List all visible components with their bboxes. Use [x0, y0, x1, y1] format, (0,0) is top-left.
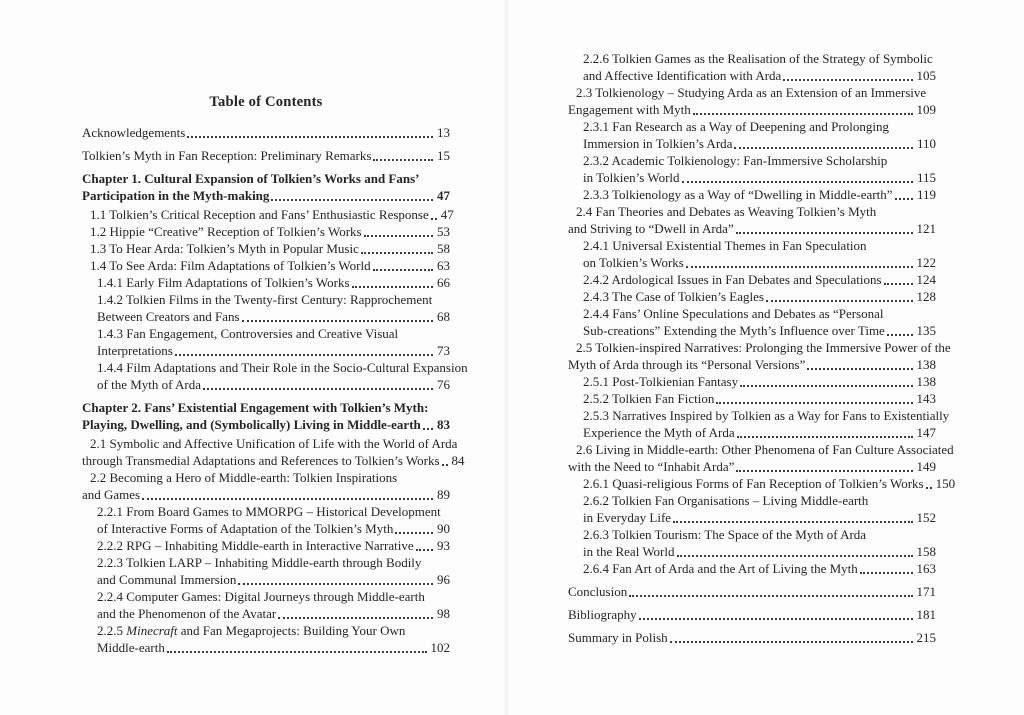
page-number: 68 — [437, 309, 450, 324]
toc-entry — [568, 390, 936, 407]
toc-entry-text: 1.4.4 Film Adaptations and Their Role in the Socio-Cultural Expansion — [97, 360, 468, 375]
toc-entry-text: 2.2.6 Tolkien Games as the Realisation of the Strategy of Symbolic — [583, 51, 933, 66]
dot-leader — [737, 436, 913, 438]
page-number: 110 — [916, 136, 936, 151]
toc-line — [568, 254, 936, 271]
toc-entry-text: and Games — [82, 487, 141, 502]
toc-entries-right — [568, 50, 956, 646]
toc-entry — [82, 469, 450, 503]
toc-entry-text: 2.5.2 Tolkien Fan Fiction — [583, 391, 715, 406]
page-number: 158 — [916, 544, 936, 559]
toc-line — [568, 458, 936, 475]
toc-entry-text: 1.4 To See Arda: Film Adaptations of Tolkien’s World — [90, 258, 371, 273]
toc-entry-text: and the Phenomenon of the Avatar — [97, 606, 277, 621]
toc-entry-text: 2.6.4 Fan Art of Arda and the Art of Living the Myth — [583, 561, 858, 576]
toc-line — [568, 237, 936, 254]
toc-entries-left — [82, 124, 468, 656]
toc-entry-text: 2.2.3 Tolkien LARP – Inhabiting Middle-earth through Bodily — [97, 555, 422, 570]
toc-line — [82, 399, 450, 416]
toc-entry — [568, 305, 936, 339]
page-number: 109 — [916, 102, 936, 117]
page-number: 47 — [437, 188, 450, 203]
dot-leader — [734, 147, 913, 149]
toc-entry-text: Conclusion — [568, 584, 628, 599]
toc-entry-text: 2.4 Fan Theories and Debates as Weaving Tolkien’s Myth — [576, 204, 877, 219]
toc-line — [82, 325, 450, 342]
dot-leader — [736, 232, 913, 234]
dot-leader — [716, 402, 912, 404]
page-number: 63 — [437, 258, 450, 273]
toc-entry — [568, 118, 936, 152]
toc-page-left — [82, 93, 468, 656]
toc-entry — [82, 206, 454, 223]
toc-line — [568, 118, 936, 135]
toc-entry — [82, 274, 450, 291]
page-number: 15 — [437, 148, 450, 163]
page-number: 90 — [437, 521, 450, 536]
toc-entry-text: 2.2.1 From Board Games to MMORPG – Historical Development — [97, 504, 441, 519]
dot-leader — [167, 651, 427, 653]
toc-line — [82, 503, 450, 520]
toc-entry — [82, 359, 468, 393]
toc-entry — [568, 237, 936, 271]
toc-entry-text: 2.5 Tolkien-inspired Narratives: Prolonging the Immersive Power of the — [576, 340, 951, 355]
toc-entry-text: 2.1 Symbolic and Affective Unification of Life with the World of Arda — [90, 436, 458, 451]
toc-entry — [568, 50, 936, 84]
toc-entry-text: 2.3.1 Fan Research as a Way of Deepening and Prolonging — [583, 119, 889, 134]
toc-line — [568, 203, 936, 220]
toc-line — [82, 274, 450, 291]
toc-entry-text: Chapter 2. Fans’ Existential Engagement with Tolkien’s Myth: — [82, 400, 429, 415]
toc-entry — [568, 526, 936, 560]
toc-entry-text: 2.5.3 Narratives Inspired by Tolkien as a Way for Fans to Existentially — [583, 408, 950, 423]
toc-line — [82, 416, 450, 433]
toc-line — [82, 124, 450, 141]
page-number: 105 — [916, 68, 936, 83]
dot-leader — [431, 218, 437, 220]
page-number: 73 — [437, 343, 450, 358]
toc-entry-text: Experience the Myth of Arda — [583, 425, 735, 440]
dot-leader — [238, 583, 433, 585]
toc-entry-text: 1.4.3 Fan Engagement, Controversies and Creative Visual — [97, 326, 399, 341]
toc-line — [568, 101, 936, 118]
page-number: 138 — [916, 374, 936, 389]
toc-line — [82, 240, 450, 257]
page-number: 149 — [916, 459, 936, 474]
page-number: 93 — [437, 538, 450, 553]
toc-entry-text: 2.6 Living in Middle-earth: Other Phenomena of Fan Culture Associated — [576, 442, 954, 457]
toc-entry — [568, 84, 936, 118]
toc-entry — [82, 240, 450, 257]
page-number: 135 — [916, 323, 936, 338]
dot-leader — [887, 334, 913, 336]
toc-entry-text: 1.4.1 Early Film Adaptations of Tolkien’s Works — [97, 275, 350, 290]
toc-entry — [82, 124, 450, 141]
toc-entry — [568, 339, 951, 373]
page-gutter-seam — [503, 0, 510, 715]
toc-line — [568, 407, 950, 424]
dot-leader — [693, 113, 913, 115]
toc-entry-text: 2.3 Tolkienology – Studying Arda as an Extension of an Immersive — [576, 85, 927, 100]
toc-line — [568, 475, 956, 492]
dot-leader — [361, 252, 433, 254]
toc-line — [568, 152, 936, 169]
toc-entry-text: Myth of Arda through its “Personal Versions” — [568, 357, 806, 372]
page-number: 115 — [916, 170, 936, 185]
toc-line — [82, 469, 450, 486]
toc-line — [82, 452, 465, 469]
dot-leader — [783, 79, 912, 81]
toc-entry-text: 2.2 Becoming a Hero of Middle-earth: Tolkien Inspirations — [90, 470, 398, 485]
page-number: 121 — [916, 221, 936, 236]
toc-line — [568, 441, 954, 458]
toc-entry — [82, 554, 450, 588]
toc-entry — [568, 373, 936, 390]
toc-line — [82, 571, 450, 588]
toc-entry-text: 2.2.4 Computer Games: Digital Journeys through Middle-earth — [97, 589, 425, 604]
toc-entry-text: and Communal Immersion — [97, 572, 237, 587]
dot-leader — [142, 498, 433, 500]
page-number: 128 — [916, 289, 936, 304]
dot-leader — [373, 269, 433, 271]
toc-line — [82, 147, 450, 164]
page-number: 124 — [916, 272, 936, 287]
page-number: 76 — [437, 377, 450, 392]
toc-entry-text: and Striving to “Dwell in Arda” — [568, 221, 734, 236]
page-number: 83 — [437, 417, 450, 432]
toc-line — [568, 492, 936, 509]
toc-entry-text: 2.5.1 Post-Tolkienian Fantasy — [583, 374, 739, 389]
toc-entry-text: 2.6.1 Quasi-religious Forms of Fan Reception of Tolkien’s Works — [583, 476, 924, 491]
toc-line — [82, 291, 450, 308]
toc-line — [82, 537, 450, 554]
dot-leader — [926, 487, 932, 489]
toc-entry-text: 2.4.4 Fans’ Online Speculations and Debates as “Personal — [583, 306, 884, 321]
page-number: 89 — [437, 487, 450, 502]
toc-line — [82, 308, 450, 325]
dot-leader — [766, 300, 913, 302]
toc-entry — [568, 560, 936, 577]
toc-entry-text: Between Creators and Fans — [97, 309, 240, 324]
toc-entry — [82, 537, 450, 554]
toc-line — [568, 288, 936, 305]
toc-line — [568, 135, 936, 152]
dot-leader — [639, 618, 913, 620]
toc-entry — [82, 325, 450, 359]
toc-title: Table of Contents — [209, 94, 323, 110]
toc-entry-text: Tolkien’s Myth in Fan Reception: Preliminary Remarks — [82, 148, 372, 163]
toc-entry-text: Sub-creations” Extending the Myth’s Influence over Time — [583, 323, 885, 338]
toc-line — [568, 339, 951, 356]
toc-entry — [82, 399, 450, 433]
toc-entry — [82, 622, 450, 656]
dot-leader — [736, 470, 912, 472]
toc-entry — [82, 503, 450, 537]
toc-line — [82, 187, 450, 204]
page-number: 53 — [437, 224, 450, 239]
page-number: 163 — [916, 561, 936, 576]
toc-line — [568, 526, 936, 543]
page-number: 215 — [916, 630, 936, 645]
toc-line — [82, 554, 450, 571]
dot-leader — [395, 532, 433, 534]
toc-entry — [568, 475, 956, 492]
dot-leader — [271, 199, 433, 201]
dot-leader — [175, 354, 433, 356]
toc-entry — [568, 152, 936, 186]
dot-leader — [203, 388, 433, 390]
page-number: 143 — [916, 391, 936, 406]
toc-entry-text: 2.2.5 Minecraft and Fan Megaprojects: Building Your Own — [97, 623, 406, 638]
toc-entry — [82, 257, 450, 274]
toc-line — [82, 520, 450, 537]
dot-leader — [740, 385, 912, 387]
toc-entry-text: 1.1 Tolkien’s Critical Reception and Fans’ Enthusiastic Response — [90, 207, 429, 222]
toc-entry — [82, 223, 450, 240]
toc-line — [568, 606, 936, 623]
dot-leader — [807, 368, 912, 370]
toc-line — [82, 376, 450, 393]
toc-entry-text: of the Myth of Arda — [97, 377, 201, 392]
page-number: 96 — [437, 572, 450, 587]
toc-entry — [568, 441, 954, 475]
page-number: 147 — [916, 425, 936, 440]
toc-entry-text: of Interactive Forms of Adaptation of the Tolkien’s Myth — [97, 521, 394, 536]
toc-entry-text: in the Real World — [583, 544, 675, 559]
toc-line — [568, 373, 936, 390]
dot-leader — [352, 286, 434, 288]
toc-entry — [568, 407, 950, 441]
dot-leader — [373, 159, 433, 161]
toc-entry — [568, 186, 936, 203]
toc-entry-text: Bibliography — [568, 607, 637, 622]
toc-line — [568, 560, 936, 577]
toc-line — [568, 509, 936, 526]
page-number: 13 — [437, 125, 450, 140]
page-number: 122 — [916, 255, 936, 270]
toc-entry-text: 2.3.2 Academic Tolkienology: Fan-Immersive Scholarship — [583, 153, 888, 168]
toc-line — [82, 206, 454, 223]
page-number: 181 — [916, 607, 936, 622]
dot-leader — [895, 198, 913, 200]
toc-line — [568, 629, 936, 646]
toc-entry-text: and Affective Identification with Arda — [583, 68, 782, 83]
toc-line — [568, 543, 936, 560]
dot-leader — [860, 572, 913, 574]
toc-line — [568, 322, 936, 339]
page-number: 150 — [935, 476, 956, 491]
dot-leader — [242, 320, 433, 322]
toc-entry-text: 2.6.3 Tolkien Tourism: The Space of the Myth of Arda — [583, 527, 867, 542]
toc-line — [568, 305, 936, 322]
toc-line — [568, 67, 936, 84]
page-number: 102 — [430, 640, 450, 655]
toc-entry-text: on Tolkien’s Works — [583, 255, 684, 270]
toc-entry-text: 2.6.2 Tolkien Fan Organisations – Living Middle-earth — [583, 493, 869, 508]
toc-line — [568, 356, 936, 373]
toc-line — [82, 359, 468, 376]
toc-entry-text: 2.4.2 Ardological Issues in Fan Debates and Speculations — [583, 272, 882, 287]
toc-page-right — [568, 50, 956, 646]
toc-entry-text: through Transmedial Adaptations and References to Tolkien’s Works — [82, 453, 440, 468]
dot-leader — [442, 464, 448, 466]
page-number: 66 — [437, 275, 450, 290]
toc-entry-text: 2.2.2 RPG – Inhabiting Middle-earth in Interactive Narrative — [97, 538, 414, 553]
toc-entry-text: Middle-earth — [97, 640, 165, 655]
toc-entry-text: in Tolkien’s World — [583, 170, 680, 185]
page-number: 98 — [437, 606, 450, 621]
toc-entry-text: Playing, Dwelling, and (Symbolically) Living in Middle-earth — [82, 417, 421, 432]
toc-entry — [82, 147, 450, 164]
dot-leader — [629, 595, 912, 597]
dot-leader — [416, 549, 433, 551]
toc-line — [82, 605, 450, 622]
page-number: 138 — [916, 357, 936, 372]
page-number: 119 — [916, 187, 936, 202]
toc-line — [568, 390, 936, 407]
dot-leader — [673, 521, 912, 523]
toc-line — [568, 84, 936, 101]
toc-entry-text: 2.4.1 Universal Existential Themes in Fan Speculation — [583, 238, 867, 253]
toc-line — [568, 169, 936, 186]
toc-entry — [568, 271, 936, 288]
toc-line — [568, 220, 936, 237]
toc-line — [568, 583, 936, 600]
page-number: 84 — [451, 453, 465, 468]
toc-line — [82, 435, 458, 452]
toc-entry-text: in Everyday Life — [583, 510, 672, 525]
toc-entry-text: Acknowledgements — [82, 125, 186, 140]
toc-line — [568, 186, 936, 203]
toc-line — [82, 588, 450, 605]
dot-leader — [187, 136, 433, 138]
toc-line — [82, 223, 450, 240]
toc-entry — [568, 583, 936, 600]
page-number: 171 — [916, 584, 936, 599]
toc-entry-text: 1.4.2 Tolkien Films in the Twenty-first Century: Rapprochement — [97, 292, 433, 307]
toc-entry-text: Interpretations — [97, 343, 173, 358]
toc-entry-text: 2.3.3 Tolkienology as a Way of “Dwelling in Middle-earth” — [583, 187, 893, 202]
toc-line — [568, 50, 936, 67]
toc-line — [82, 639, 450, 656]
toc-entry — [82, 588, 450, 622]
dot-leader — [670, 641, 913, 643]
dot-leader — [278, 617, 433, 619]
page-number: 47 — [440, 207, 454, 222]
toc-line — [82, 170, 450, 187]
toc-entry-text: 1.3 To Hear Arda: Tolkien’s Myth in Popular Music — [90, 241, 359, 256]
toc-entry — [568, 288, 936, 305]
toc-line — [82, 486, 450, 503]
toc-entry-text: with the Need to “Inhabit Arda” — [568, 459, 735, 474]
toc-entry-text: Participation in the Myth-making — [82, 188, 270, 203]
toc-line — [568, 424, 936, 441]
toc-entry — [568, 203, 936, 237]
toc-line — [82, 342, 450, 359]
toc-entry — [568, 606, 936, 623]
dot-leader — [423, 428, 433, 430]
toc-entry — [82, 170, 450, 204]
toc-entry — [82, 435, 465, 469]
toc-line — [82, 622, 450, 639]
toc-entry-text: Engagement with Myth — [568, 102, 691, 117]
toc-entry — [568, 629, 936, 646]
toc-entry-text: 2.4.3 The Case of Tolkien’s Eagles — [583, 289, 764, 304]
page-number: 152 — [916, 510, 936, 525]
toc-entry-text: Chapter 1. Cultural Expansion of Tolkien’s Works and Fans’ — [82, 171, 420, 186]
toc-line — [82, 257, 450, 274]
dot-leader — [686, 266, 913, 268]
page-number: 58 — [437, 241, 450, 256]
italic-text: Minecraft — [126, 623, 178, 638]
dot-leader — [884, 283, 913, 285]
dot-leader — [677, 555, 913, 557]
toc-entry-text: 1.2 Hippie “Creative” Reception of Tolkien’s Works — [90, 224, 362, 239]
dot-leader — [682, 181, 913, 183]
toc-line — [568, 271, 936, 288]
toc-entry-text: Immersion in Tolkien’s Arda — [583, 136, 733, 151]
toc-entry-text: Summary in Polish — [568, 630, 668, 645]
toc-entry — [82, 291, 450, 325]
toc-entry — [568, 492, 936, 526]
dot-leader — [364, 235, 433, 237]
